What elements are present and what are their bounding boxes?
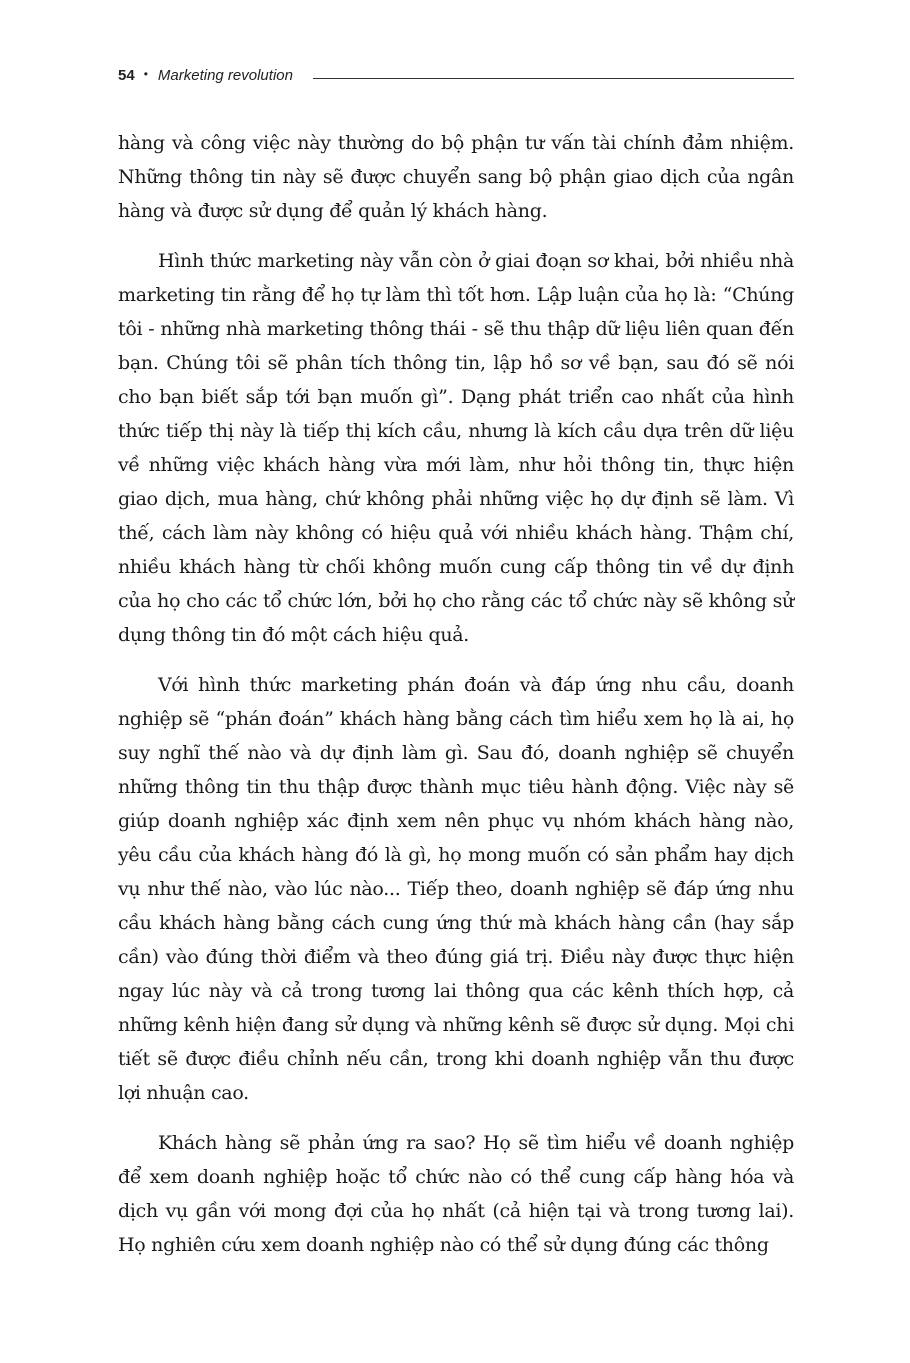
paragraph: Khách hàng sẽ phản ứng ra sao? Họ sẽ tìm hiểu về doanh nghiệp để xem doanh nghiệp hoặc tổ chức nào có thể cung cấp hàng hóa và dịch vụ gần với mong đợi của họ nhất (cả hiện tại và trong tương lai). Họ nghiên cứu xem doanh nghiệp nào có thể sử dụng đúng các thông: [118, 1132, 794, 1256]
paragraph: Với hình thức marketing phán đoán và đáp ứng nhu cầu, doanh nghiệp sẽ “phán đoán” khách hàng bằng cách tìm hiểu xem họ là ai, họ suy nghĩ thế nào và dự định làm gì. Sau đó, doanh nghiệp sẽ chuyển những thông tin thu thập được thành mục tiêu hành động. Việc này sẽ giúp doanh nghiệp xác định xem nên phục vụ nhóm khách hàng nào, yêu cầu của khách hàng đó là gì, họ mong muốn có sản phẩm hay dịch vụ như thế nào, vào lúc nào... Tiếp theo, doanh nghiệp sẽ đáp ứng nhu cầu khách hàng bằng cách cung ứng thứ mà khách hàng cần (hay sắp cần) vào đúng thời điểm và theo đúng giá trị. Điều này được thực hiện ngay lúc này và cả trong tương lai thông qua các kênh thích hợp, cả những kênh hiện đang sử dụng và những kênh sẽ được sử dụng. Mọi chi tiết sẽ được điều chỉnh nếu cần, trong khi doanh nghiệp vẫn thu được lợi nhuận cao.: [118, 674, 794, 1104]
paragraph: Hình thức marketing này vẫn còn ở giai đoạn sơ khai, bởi nhiều nhà marketing tin rằng để họ tự làm thì tốt hơn. Lập luận của họ là: “Chúng tôi - những nhà marketing thông thái - sẽ thu thập dữ liệu liên quan đến bạn. Chúng tôi sẽ phân tích thông tin, lập hồ sơ về bạn, sau đó sẽ nói cho bạn biết sắp tới bạn muốn gì”. Dạng phát triển cao nhất của hình thức tiếp thị này là tiếp thị kích cầu, nhưng là kích cầu dựa trên dữ liệu về những việc khách hàng vừa mới làm, như hỏi thông tin, thực hiện giao dịch, mua hàng, chứ không phải những việc họ dự định sẽ làm. Vì thế, cách làm này không có hiệu quả với nhiều khách hàng. Thậm chí, nhiều khách hàng từ chối không muốn cung cấp thông tin về dự định của họ cho các tổ chức lớn, bởi họ cho rằng các tổ chức này sẽ không sử dụng thông tin đó một cách hiệu quả.: [118, 250, 794, 646]
body-text: [118, 126, 794, 1278]
header-rule: [313, 78, 794, 79]
page-number: 54: [118, 66, 135, 84]
header-separator: •: [143, 67, 148, 81]
running-header: [118, 63, 794, 87]
book-title: Marketing revolution: [157, 66, 293, 84]
paragraph-continued: hàng và công việc này thường do bộ phận tư vấn tài chính đảm nhiệm. Những thông tin này sẽ được chuyển sang bộ phận giao dịch của ngân hàng và được sử dụng để quản lý khách hàng.: [118, 132, 794, 222]
